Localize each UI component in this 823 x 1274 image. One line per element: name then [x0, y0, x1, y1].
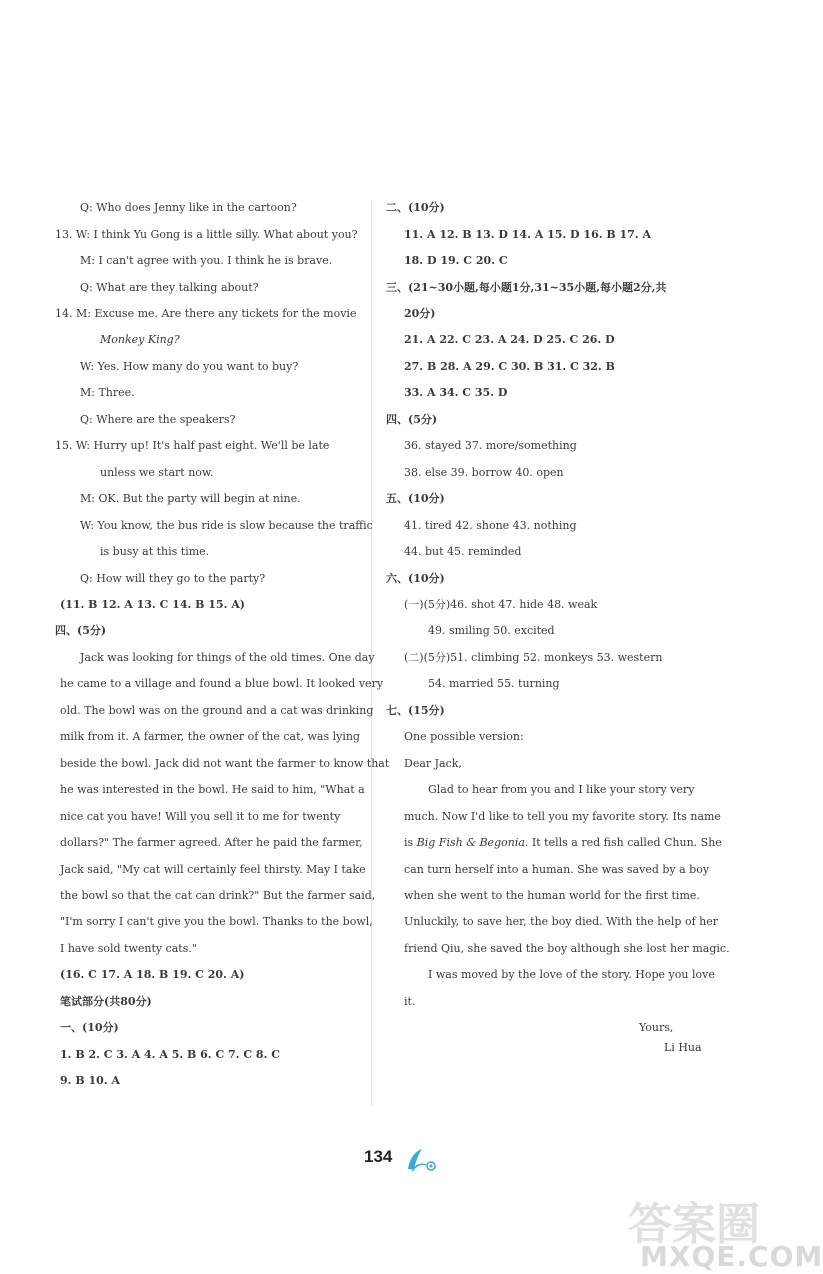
watermark-logo: 答案圈	[628, 1199, 760, 1250]
section-4-answers-row-1: 36. stayed 37. more/something	[404, 439, 577, 452]
q13-m: M: I can't agree with you. I think he is brave.	[80, 254, 333, 267]
written-part-heading: 笔试部分(共80分)	[60, 995, 152, 1008]
answers-16-20: (16. C 17. A 18. B 19. C 20. A)	[60, 968, 245, 981]
letter-closing: Yours,	[639, 1021, 674, 1034]
story-line: Jack said, "My cat will certainly feel thirsty. May I take	[60, 863, 366, 876]
section-2-heading: 二、(10分)	[386, 201, 445, 214]
story-line: milk from it. A farmer, the owner of the cat, was lying	[60, 730, 360, 743]
story-line: he was interested in the bowl. He said to him, "What a	[60, 783, 365, 796]
story-line: I have sold twenty cats."	[60, 942, 197, 955]
section-3-answers-row-3: 33. A 34. C 35. D	[404, 386, 508, 399]
q14-m2: M: Three.	[80, 386, 135, 399]
letter-line: when she went to the human world for the first time.	[404, 889, 700, 902]
leaf-ornament-icon	[404, 1147, 438, 1175]
watermark-url: MXQE.COM	[640, 1240, 823, 1273]
q15-question: Q: How will they go to the party?	[80, 572, 266, 585]
answers-11-15: (11. B 12. A 13. C 14. B 15. A)	[60, 598, 245, 611]
section-6-answers-row-4: 54. married 55. turning	[428, 677, 560, 690]
section-1-answers-row-2: 9. B 10. A	[60, 1074, 120, 1087]
letter-signature: Li Hua	[664, 1041, 702, 1054]
story-line: beside the bowl. Jack did not want the farmer to know that	[60, 757, 390, 770]
letter-line: can turn herself into a human. She was saved by a boy	[404, 863, 710, 876]
story-line: dollars?" The farmer agreed. After he paid the farmer,	[60, 836, 363, 849]
q15-w2-cont: is busy at this time.	[100, 545, 210, 558]
letter-line: friend Qiu, she saved the boy although she lost her magic.	[404, 942, 730, 955]
section-6-heading: 六、(10分)	[386, 572, 445, 585]
section-4-heading: 四、(5分)	[386, 413, 438, 426]
q15-w2: W: You know, the bus ride is slow because the traffic	[80, 519, 373, 532]
story-line: he came to a village and found a blue bowl. It looked very	[60, 677, 384, 690]
story-line: the bowl so that the cat can drink?" But the farmer said,	[60, 889, 376, 902]
story-title: Big Fish & Begonia	[416, 836, 525, 849]
q15-w1: 15. W: Hurry up! It's half past eight. We'll be late	[55, 439, 330, 452]
sample-intro: One possible version:	[404, 730, 524, 743]
story-line: Jack was looking for things of the old times. One day	[80, 651, 375, 664]
section-3-heading-cont: 20分)	[404, 307, 436, 320]
section-6-answers-row-1: (一)(5分)46. shot 47. hide 48. weak	[404, 598, 598, 611]
letter-line: is Big Fish & Begonia. It tells a red fish called Chun. She	[404, 836, 722, 849]
story-line: old. The bowl was on the ground and a cat was drinking	[60, 704, 374, 717]
letter-greeting: Dear Jack,	[404, 757, 462, 770]
q12-question: Q: Who does Jenny like in the cartoon?	[80, 201, 297, 214]
section-3-answers-row-1: 21. A 22. C 23. A 24. D 25. C 26. D	[404, 333, 615, 346]
q14-m1: 14. M: Excuse me. Are there any tickets for the movie	[55, 307, 357, 320]
section-3-answers-row-2: 27. B 28. A 29. C 30. B 31. C 32. B	[404, 360, 615, 373]
q14-w: W: Yes. How many do you want to buy?	[80, 360, 299, 373]
section-2-answers-row-1: 11. A 12. B 13. D 14. A 15. D 16. B 17. A	[404, 228, 652, 241]
letter-line: much. Now I'd like to tell you my favorite story. Its name	[404, 810, 721, 823]
section-6-answers-row-2: 49. smiling 50. excited	[428, 624, 555, 637]
letter-line: I was moved by the love of the story. Hope you love	[428, 968, 715, 981]
q15-m: M: OK. But the party will begin at nine.	[80, 492, 301, 505]
q13-w: 13. W: I think Yu Gong is a little silly. What about you?	[55, 228, 358, 241]
q15-w1-cont: unless we start now.	[100, 466, 214, 479]
section-5-answers-row-2: 44. but 45. reminded	[404, 545, 522, 558]
section-1-answers-row-1: 1. B 2. C 3. A 4. A 5. B 6. C 7. C 8. C	[60, 1048, 280, 1061]
q14-movie-title: Monkey King?	[100, 333, 180, 346]
letter-line: it.	[404, 995, 416, 1008]
section-5-answers-row-1: 41. tired 42. shone 43. nothing	[404, 519, 577, 532]
q14-question: Q: Where are the speakers?	[80, 413, 236, 426]
section-3-heading: 三、(21~30小题,每小题1分,31~35小题,每小题2分,共	[386, 281, 667, 294]
letter-line: Glad to hear from you and I like your story very	[428, 783, 695, 796]
section-7-heading: 七、(15分)	[386, 704, 445, 717]
q13-question: Q: What are they talking about?	[80, 281, 259, 294]
section-2-answers-row-2: 18. D 19. C 20. C	[404, 254, 508, 267]
section-5-heading: 五、(10分)	[386, 492, 445, 505]
letter-line: Unluckily, to save her, the boy died. With the help of her	[404, 915, 718, 928]
section-1-heading: 一、(10分)	[60, 1021, 119, 1034]
section-4-heading: 四、(5分)	[55, 624, 107, 637]
section-6-answers-row-3: (二)(5分)51. climbing 52. monkeys 53. western	[404, 651, 663, 664]
story-line: nice cat you have! Will you sell it to me for twenty	[60, 810, 341, 823]
page-number: 134	[364, 1147, 393, 1166]
section-4-answers-row-2: 38. else 39. borrow 40. open	[404, 466, 564, 479]
story-line: "I'm sorry I can't give you the bowl. Thanks to the bowl,	[60, 915, 373, 928]
